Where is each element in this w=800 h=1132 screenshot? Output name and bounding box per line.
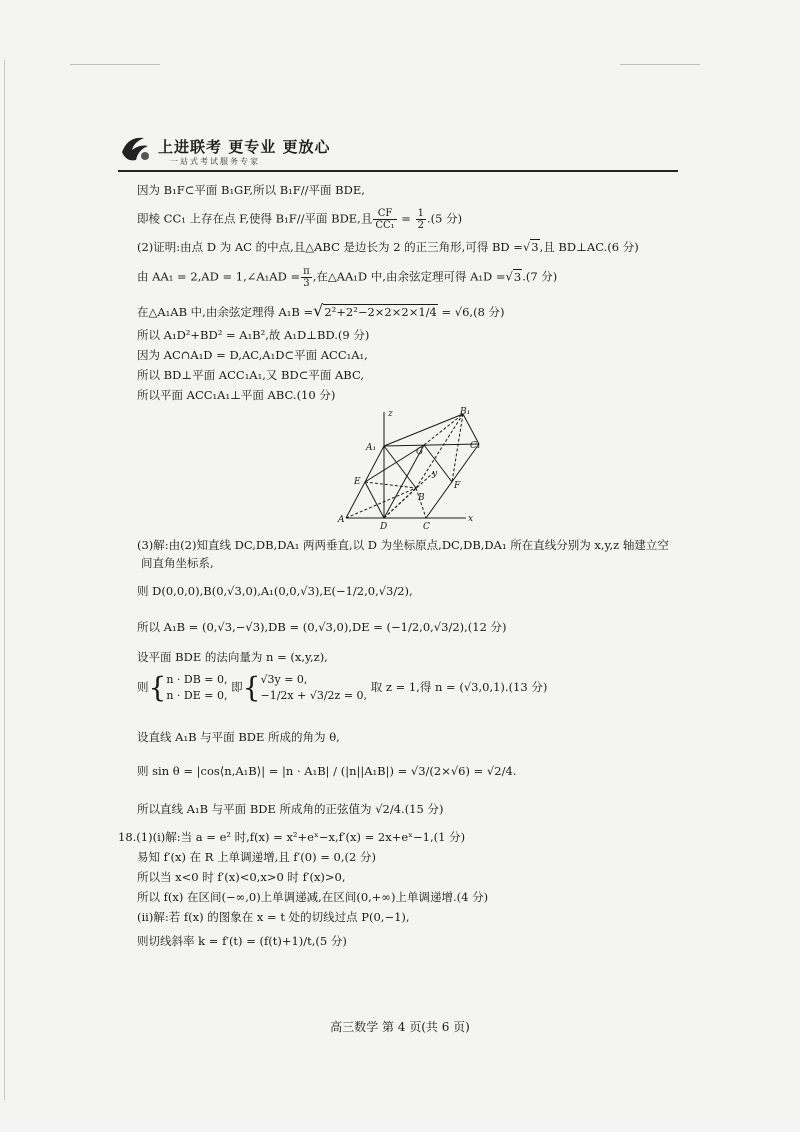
system-row: √3y = 0, (260, 673, 308, 686)
solution-line: 易知 f′(x) 在 R 上单调递增,且 f′(0) = 0,(2 分) (137, 850, 376, 864)
text-span: .(5 分) (426, 211, 463, 226)
edge-AB (346, 488, 416, 518)
solution-line: (3)解:由(2)知直线 DC,DB,DA₁ 两两垂直,以 D 为坐标原点,DC,DB,DA₁ 所在直线分别为 x,y,z 轴建立空 (137, 538, 669, 552)
system-row: −1/2x + √3/2z = 0, (260, 689, 368, 702)
text-span: = (397, 211, 415, 226)
brand-tagline: 一站式考试服务专家 (170, 157, 260, 166)
edge-B1C1 (463, 414, 479, 444)
label-z: z (388, 409, 393, 419)
fraction-denominator: 3 (303, 278, 310, 289)
label-A1: A₁ (366, 443, 377, 453)
sqrt-radicand: 3 (531, 240, 539, 254)
text-span: 取 z = 1,得 n = (√3,0,1).(13 分) (370, 680, 548, 694)
text-span: (2)证明:由点 D 为 AC 的中点,且△ABC 是边长为 2 的正三角形,可得 BD = (137, 240, 523, 254)
solution-line (137, 301, 505, 320)
fraction-numerator: 1 (417, 208, 424, 219)
solution-line: 所以 A₁D²+BD² = A₁B²,故 A₁D⊥BD.(9 分) (137, 328, 370, 342)
solution-line: 因为 B₁F⊂平面 B₁GF,所以 B₁F//平面 BDE, (137, 183, 365, 197)
brand-name: 上进联考 更专业 更放心 (158, 138, 331, 156)
sqrt-radicand: 2²+2²−2×2×2×1/4 (324, 305, 437, 319)
solution-line: 所以直线 A₁B 与平面 BDE 所成角的正弦值为 √2/4.(15 分) (137, 802, 444, 816)
label-y: y (432, 469, 438, 479)
label-x: x (468, 514, 474, 524)
label-A: A (338, 515, 345, 525)
system-row: n · DB = 0, (166, 673, 228, 686)
fraction-numerator: π (303, 266, 310, 277)
label-C1: C₁ (470, 441, 481, 451)
sqrt-radicand: 3 (513, 269, 522, 284)
fraction-denominator: 2 (417, 220, 424, 231)
sqrt-sign: √ (313, 301, 324, 320)
left-brace: { (242, 671, 261, 704)
edge-A1C1 (384, 444, 479, 446)
solution-line: 设直线 A₁B 与平面 BDE 所成的角为 θ, (137, 730, 340, 744)
scan-mark-left (70, 64, 160, 65)
solution-line: 则{ n · DB = 0, n · DE = 0, 即{ √3y = 0, −1/2x + √3/2z = 0, 取 z = 1,得 n = (√3,0,1).(13 分) (137, 671, 548, 704)
page-footer: 高三数学 第 4 页(共 6 页) (330, 1020, 470, 1034)
edge-A1B1 (384, 414, 463, 446)
scan-edge (4, 60, 5, 1100)
label-B: B (418, 493, 425, 503)
label-F: F (454, 481, 461, 491)
page-header (118, 132, 678, 174)
solution-line: 所以平面 ACC₁A₁⊥平面 ABC.(10 分) (137, 388, 336, 402)
brand-logo-icon (118, 132, 154, 166)
fraction-numerator: CF (373, 208, 396, 220)
solution-line: 则切线斜率 k = f′(t) = (f(t)+1)/t,(5 分) (137, 934, 347, 948)
solution-line: 则 D(0,0,0),B(0,√3,0),A₁(0,0,√3),E(−1/2,0,√3/2), (137, 584, 413, 598)
segment-GB1 (424, 414, 463, 445)
header-rule (118, 170, 678, 172)
fraction (301, 266, 312, 289)
text-span: ,且 BD⊥AC.(6 分) (539, 240, 639, 254)
solution-line: 所以 BD⊥平面 ACC₁A₁,又 BD⊂平面 ABC, (137, 368, 365, 382)
fraction (416, 208, 426, 231)
text-span: ,在△AA₁D 中,由余弦定理可得 A₁D = (312, 269, 506, 284)
solution-line: 所以 A₁B = (0,√3,−√3),DB = (0,√3,0),DE = (−1/2,0,√3/2),(12 分) (137, 620, 507, 634)
solution-line: 则 sin θ = |cos⟨n,A₁B⟩| = |n · A₁B| / (|n||A₁B|) = √3/(2×√6) = √2/4. (137, 764, 517, 778)
solution-line: 所以当 x<0 时 f′(x)<0,x>0 时 f′(x)>0, (137, 870, 346, 884)
left-brace: { (148, 671, 167, 704)
solution-line: 由 AA₁ = 2,AD = 1,∠A₁AD = $\frac{\pi}{3}$ ,在△AA₁D 中,由余弦定理可得 A₁D =√3.(7 分) (137, 266, 558, 289)
label-C: C (423, 522, 430, 532)
solution-line: 18.(1)(i)解:当 a = e² 时,f(x) = x²+eˣ−x,f′(x) = 2x+eˣ−1,(1 分) (118, 830, 466, 844)
label-G: G (416, 447, 424, 457)
text-span: 由 AA₁ = 2,AD = 1,∠A₁AD = (137, 269, 301, 284)
scan-mark-right (620, 64, 700, 65)
fraction-denominator: CC₁ (375, 220, 395, 231)
geometry-figure (336, 407, 481, 532)
text-span: = √6,(8 分) (437, 305, 505, 319)
system-row: n · DE = 0, (166, 689, 228, 702)
solution-line: 设平面 BDE 的法向量为 n = (x,y,z), (137, 650, 328, 664)
segment-GF (424, 445, 452, 482)
segment-ED (365, 482, 384, 518)
label-E: E (354, 477, 361, 487)
label-B1: B₁ (460, 407, 471, 417)
solution-line (137, 208, 462, 231)
text-span: 即 (231, 680, 243, 694)
solution-line: (2)证明:由点 D 为 AC 的中点,且△ABC 是边长为 2 的正三角形,可得 BD =√3,且 BD⊥AC.(6 分) (137, 240, 639, 254)
solution-line: 间直角坐标系, (141, 556, 214, 570)
solution-line: 因为 AC∩A₁D = D,AC,A₁D⊂平面 ACC₁A₁, (137, 348, 368, 362)
label-D: D (380, 522, 388, 532)
fraction (373, 208, 396, 231)
equation-system (261, 672, 368, 704)
solution-line: (ii)解:若 f(x) 的图象在 x = t 处的切线过点 P(0,−1), (137, 910, 410, 924)
solution-line: 所以 f(x) 在区间(−∞,0)上单调递减,在区间(0,+∞)上单调递增.(4 分) (137, 890, 489, 904)
text-span: 在△A₁AB 中,由余弦定理得 A₁B = (137, 305, 314, 319)
text-span: .(7 分) (522, 269, 558, 284)
segment-EB (365, 482, 416, 488)
segment-B1F (452, 414, 463, 482)
equation-system (166, 672, 227, 704)
text-span: 即棱 CC₁ 上存在点 F,使得 B₁F//平面 BDE,且 (137, 211, 373, 226)
